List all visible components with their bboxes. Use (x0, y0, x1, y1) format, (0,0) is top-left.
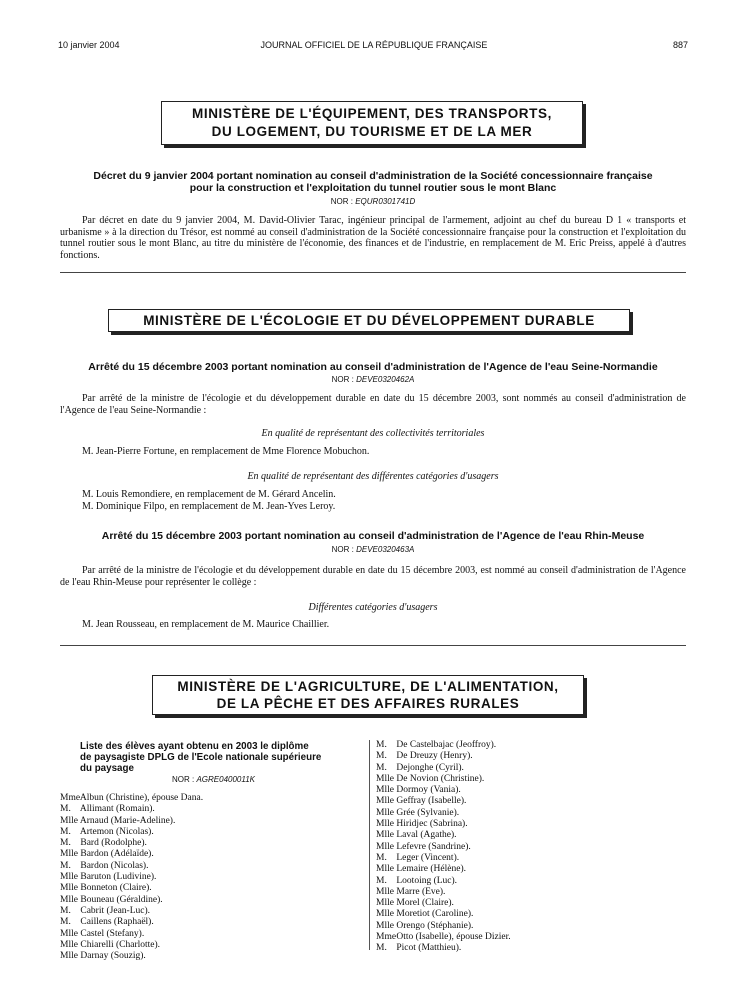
graduate-name: Geffray (Isabelle). (396, 796, 467, 807)
list-item (60, 861, 360, 872)
graduate-name: Picot (Matthieu). (396, 943, 462, 954)
graduate-name: Hiridjec (Sabrina). (396, 819, 468, 830)
graduate-title: Mlle (60, 872, 78, 883)
list-item (60, 793, 360, 804)
graduate-name: Laval (Agathe). (396, 830, 457, 841)
list-item (60, 906, 360, 917)
graduate-name: Dormoy (Vania). (396, 785, 461, 796)
graduate-name: Dejonghe (Cyril). (396, 762, 464, 773)
graduate-name: Lemaire (Hélène). (396, 864, 466, 875)
graduate-name: Moretiot (Caroline). (396, 909, 474, 920)
graduate-title: Mlle (376, 785, 394, 796)
graduate-name: Bouneau (Géraldine). (80, 894, 163, 905)
list-item (60, 929, 360, 940)
graduate-title: M. (60, 804, 71, 815)
list-item (60, 838, 360, 849)
arrete2-nor (60, 545, 686, 554)
arrete2-body: Par arrêté de la ministre de l'écologie et du développement durable en date du 15 décembre 2003, est nommé au conseil d'administration de l'Agence de l'eau Rhin-Meuse pour représenter le collège : (60, 565, 686, 588)
decret-body: Par décret en date du 9 janvier 2004, M. David-Olivier Tarac, ingénieur principal de l'armement, adjoint au chef du bureau D 1 « transports et urbanisme » à la direction du Trésor, est nommé au conseil d'administration de la Société concessionnaire française pour la construction et l'exploitation du tunnel routier sous le mont Blanc, au titre du ministère de l'économie, des finances et de l'industrie, en remplacement de M. Eric Preiss, appelé à d'autres fonctions. (60, 215, 686, 261)
ministry-equipement-title-line1: MINISTÈRE DE L'ÉQUIPEMENT, DES TRANSPORTS, (192, 106, 552, 121)
list-item (376, 932, 696, 943)
nor-label: NOR : (331, 545, 357, 554)
list-item (376, 740, 696, 751)
graduate-title: Mlle (376, 819, 394, 830)
list-item (376, 774, 696, 785)
header-page-number: 887 (672, 40, 688, 50)
header-journal: JOURNAL OFFICIEL DE LA RÉPUBLIQUE FRANÇAISE (260, 40, 488, 50)
graduate-title: Mlle (60, 894, 78, 905)
graduate-name: De Castelbajac (Jeoffroy). (396, 740, 497, 750)
list-item (60, 883, 360, 894)
list-item (376, 819, 696, 830)
list-item (376, 943, 696, 954)
graduate-title: Mlle (376, 898, 394, 909)
graduate-name: Bard (Rodolphe). (80, 838, 147, 849)
nor-code: DEVE0320463A (356, 545, 415, 554)
list-item (376, 830, 696, 841)
graduate-title: Mlle (376, 841, 394, 852)
arrete1-nor (60, 375, 686, 384)
graduate-title: Mlle (376, 807, 394, 818)
graduate-name: Lefevre (Sandrine). (396, 841, 471, 852)
liste-title-line1: Liste des élèves ayant obtenu en 2003 le diplôme (80, 741, 309, 752)
arrete1-nominee-line: M. Dominique Filpo, en remplacement de M. Jean-Yves Leroy. (82, 501, 336, 512)
decret-title-line2: pour la construction et l'exploitation du tunnel routier sous le mont Blanc (189, 182, 557, 194)
list-item (376, 763, 696, 774)
arrete1-title: Arrêté du 15 décembre 2003 portant nomination au conseil d'administration de l'Agence de l'eau Seine-Normandie (88, 361, 658, 373)
list-item (376, 864, 696, 875)
list-item (376, 887, 696, 898)
graduate-title: M. (60, 838, 71, 849)
graduate-title: M. (376, 875, 387, 886)
list-item (376, 796, 696, 807)
graduate-title: M. (60, 826, 71, 837)
graduate-title: Mlle (376, 886, 394, 897)
ministry-ecologie-title: MINISTÈRE DE L'ÉCOLOGIE ET DU DÉVELOPPEMENT DURABLE (143, 313, 595, 328)
list-item (376, 785, 696, 796)
graduate-title: Mlle (376, 864, 394, 875)
arrete2-nominee-line: M. Jean Rousseau, en remplacement de M. Maurice Chaillier. (82, 619, 330, 630)
arrete1-body: Par arrêté de la ministre de l'écologie et du développement durable en date du 15 décembre 2003, sont nommés au conseil d'administration de l'Agence de l'eau Seine-Normandie : (60, 393, 686, 416)
graduate-name: Morel (Claire). (396, 898, 454, 909)
graduate-name: Darnay (Souzig). (80, 951, 146, 962)
graduate-name: Marre (Eve). (396, 886, 446, 897)
graduates-list-right (376, 740, 696, 952)
graduate-name: Otto (Isabelle), épouse Dizier. (396, 932, 511, 943)
graduate-name: Caillens (Raphaël). (80, 917, 154, 928)
liste-title (80, 741, 358, 774)
graduates-list-left (60, 793, 360, 962)
ministry-agriculture-title-line2: DE LA PÊCHE ET DES AFFAIRES RURALES (216, 696, 520, 711)
graduate-name: Chiarelli (Charlotte). (80, 939, 161, 950)
list-item (60, 816, 360, 827)
graduate-title: Mlle (376, 830, 394, 841)
nor-code: AGRE0400011K (196, 775, 256, 784)
ministry-agriculture-title-line1: MINISTÈRE DE L'AGRICULTURE, DE L'ALIMENTATION, (177, 679, 559, 694)
list-item (60, 940, 360, 951)
decret-title (60, 170, 686, 194)
ministry-agriculture-title-box (152, 675, 584, 715)
arrete1-category-collectivites: En qualité de représentant des collectivités territoriales (261, 428, 485, 439)
graduate-name: Leger (Vincent). (396, 852, 460, 863)
arrete2-category: Différentes catégories d'usagers (308, 602, 438, 613)
list-item (60, 872, 360, 883)
graduate-title: M. (376, 751, 387, 762)
section-divider (60, 645, 686, 646)
list-item (376, 909, 696, 920)
graduate-title: Mlle (376, 909, 394, 920)
graduate-title: M. (376, 852, 387, 863)
graduate-name: De Novion (Christine). (396, 773, 485, 784)
list-item (376, 808, 696, 819)
list-item (376, 853, 696, 864)
graduate-title: Mlle (376, 796, 394, 807)
decret-title-line1: Décret du 9 janvier 2004 portant nomination au conseil d'administration de la Société concessionnaire française (93, 170, 653, 182)
graduate-name: Castel (Stefany). (80, 928, 145, 939)
list-item (60, 849, 360, 860)
graduate-title: Mme (376, 932, 397, 943)
nor-label: NOR : (331, 375, 357, 384)
graduate-name: Artemon (Nicolas). (79, 826, 154, 837)
nor-code: DEVE0320462A (356, 375, 415, 384)
arrete2-title: Arrêté du 15 décembre 2003 portant nomination au conseil d'administration de l'Agence de l'eau Rhin-Meuse (101, 530, 645, 542)
graduate-title: M. (60, 860, 71, 871)
list-item (60, 804, 360, 815)
graduate-title: Mlle (60, 928, 78, 939)
list-item (376, 751, 696, 762)
graduate-title: Mlle (376, 773, 394, 784)
nor-label: NOR : (172, 775, 197, 784)
list-item (376, 842, 696, 853)
graduate-title: Mlle (60, 883, 78, 894)
graduate-title: Mlle (60, 939, 78, 950)
graduate-name: Bardon (Adélaïde). (80, 849, 154, 860)
list-item (60, 895, 360, 906)
graduate-title: M. (60, 905, 71, 916)
graduate-name: Lootoing (Luc). (396, 875, 458, 886)
graduate-title: Mlle (60, 951, 78, 962)
graduate-name: Albun (Christine), épouse Dana. (79, 793, 204, 803)
graduate-title: M. (376, 762, 387, 773)
graduate-name: Arnaud (Marie-Adeline). (79, 815, 176, 826)
section-divider (60, 272, 686, 273)
column-divider (369, 740, 370, 950)
nor-label: NOR : (330, 197, 356, 206)
arrete1-category-usagers: En qualité de représentant des différentes catégories d'usagers (247, 471, 499, 482)
graduate-title: Mme (60, 793, 81, 803)
header-date: 10 janvier 2004 (58, 40, 120, 50)
graduate-title: M. (376, 943, 387, 954)
graduate-title: Mlle (60, 815, 78, 826)
list-item (60, 951, 360, 962)
graduate-title: M. (376, 740, 387, 750)
decret-nor (60, 197, 686, 206)
ministry-ecologie-title-box (108, 309, 630, 332)
graduate-title: Mlle (376, 920, 394, 931)
arrete1-nominee-line: M. Jean-Pierre Fortune, en remplacement de Mme Florence Mobuchon. (82, 446, 370, 457)
graduate-name: Bardon (Nicolas). (80, 860, 149, 871)
liste-nor (172, 775, 255, 784)
graduate-title: Mlle (60, 849, 78, 860)
list-item (376, 921, 696, 932)
nor-code: EQUR0301741D (355, 197, 416, 206)
list-item (376, 876, 696, 887)
liste-title-line3: du paysage (80, 763, 134, 774)
list-item (376, 898, 696, 909)
list-item (60, 917, 360, 928)
ministry-equipement-title-line2: DU LOGEMENT, DU TOURISME ET DE LA MER (211, 124, 533, 139)
list-item (60, 827, 360, 838)
graduate-name: Cabrit (Jean-Luc). (80, 905, 151, 916)
graduate-name: Allimant (Romain). (79, 804, 155, 815)
graduate-name: De Dreuzy (Henry). (396, 751, 473, 762)
graduate-title: M. (60, 917, 71, 928)
liste-title-line2: de paysagiste DPLG de l'Ecole nationale supérieure (80, 752, 322, 763)
graduate-name: Baruton (Ludivine). (80, 872, 157, 883)
graduate-name: Grée (Sylvanie). (396, 807, 460, 818)
graduate-name: Orengo (Stéphanie). (396, 920, 474, 931)
arrete1-nominee-line: M. Louis Remondiere, en remplacement de M. Gérard Ancelin. (82, 489, 336, 500)
graduate-name: Bonneton (Claire). (80, 883, 152, 894)
ministry-equipement-title-box (161, 101, 583, 145)
